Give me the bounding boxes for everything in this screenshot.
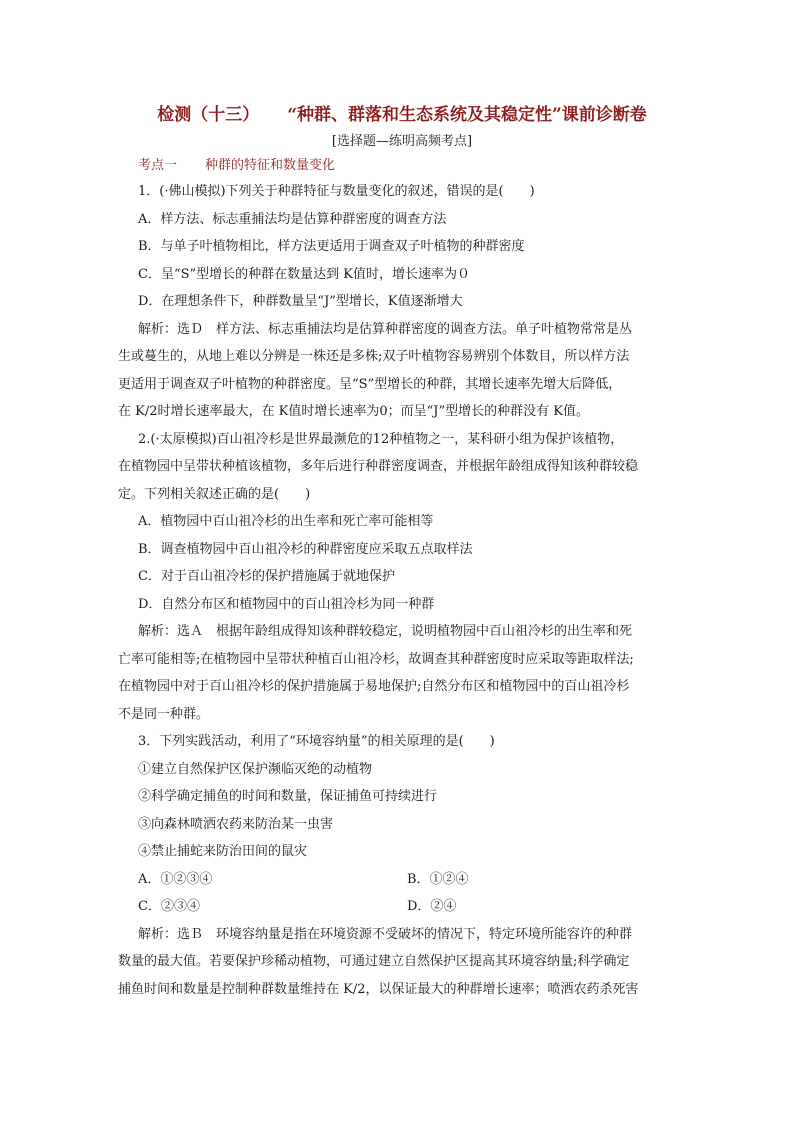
q3-options-row-1 bbox=[118, 866, 676, 894]
q2-stem-line: 定。下列相关叙述正确的是( ) bbox=[118, 486, 311, 502]
q1-stem: 1．(·佛山模拟)下列关于种群特征与数量变化的叙述，错误的是( ) bbox=[138, 184, 535, 199]
q2-analysis-line: 不是同一种群。 bbox=[118, 706, 210, 722]
q3-option-a: A．①②③④ bbox=[138, 871, 213, 887]
q2-option-a: A．植物园中百山祖冷杉的出生率和死亡率可能相等 bbox=[138, 514, 434, 529]
q2-option-c: C．对于百山祖冷杉的保护措施属于就地保护 bbox=[138, 569, 395, 584]
section-heading bbox=[118, 154, 676, 178]
title-part1: 检测（十三） bbox=[157, 105, 260, 125]
q3-analysis-line: 捕鱼时间和数量是控制种群数量维持在 K/2，以保证最大的种群增长速率；喷洒农药杀死害 bbox=[118, 981, 639, 997]
q3-option-d: D．②④ bbox=[407, 899, 457, 914]
q2-option-d: D．自然分布区和植物园中的百山祖冷杉为同一种群 bbox=[138, 596, 435, 612]
q2-analysis-line: 亡率可能相等;在植物园中呈带状种植百山祖冷杉，故调查其种群密度时应采取等距取样法; bbox=[118, 651, 634, 667]
q1-analysis-line: 生或蔓生的，从地上难以分辨是一株还是多株;双子叶植物容易辨别个体数目，所以样方法 bbox=[118, 349, 630, 364]
section-label: 考点一 bbox=[138, 158, 178, 173]
q2-analysis-line: 在植物园中对于百山祖冷杉的保护措施属于易地保护;自然分布区和植物园中的百山祖冷杉 bbox=[118, 679, 630, 694]
q2-stem-line: 在植物园中呈带状种植该植物，多年后进行种群密度调查，并根据年龄组成得知该种群较稳 bbox=[118, 459, 639, 474]
title-part2: “种群、群落和生态系统及其稳定性”课前诊断卷 bbox=[287, 105, 647, 125]
q3-stem: 3．下列实践活动，利用了“环境容纳量”的相关原理的是( ) bbox=[138, 734, 495, 749]
q3-option-b: B．①②④ bbox=[407, 871, 469, 887]
q3-analysis-line: 解析：选Ｂ 环境容纳量是指在环境资源不受破坏的情况下，特定环境所能容许的种群 bbox=[138, 926, 633, 942]
q1-analysis-line: 更适用于调查双子叶植物的种群密度。呈“S”型增长的种群，其增长速率先增大后降低， bbox=[118, 376, 622, 392]
q2-stem-line: 2.(·太原模拟)百山祖冷杉是世界最濒危的12种植物之一，某科研小组为保护该植物， bbox=[138, 431, 624, 447]
section-name: 种群的特征和数量变化 bbox=[205, 158, 336, 173]
q3-item: ④禁止捕蛇来防治田间的鼠灾 bbox=[138, 844, 308, 859]
q3-analysis-line: 数量的最大值。若要保护珍稀动植物，可通过建立自然保护区提高其环境容纳量;科学确定 bbox=[118, 954, 630, 969]
q3-item: ③向森林喷洒农药来防治某一虫害 bbox=[138, 816, 334, 832]
q1-option-a: A．样方法、标志重捕法均是估算种群密度的调查方法 bbox=[138, 211, 447, 227]
q3-item: ②科学确定捕鱼的时间和数量，保证捕鱼可持续进行 bbox=[138, 789, 438, 804]
q2-analysis-line: 解析：选Ａ 根据年龄组成得知该种群较稳定，说明植物园中百山祖冷杉的出生率和死 bbox=[138, 624, 633, 639]
document-content bbox=[118, 102, 676, 1003]
q1-option-c: C．呈“S”型增长的种群在数量达到 K值时，增长速率为０ bbox=[138, 266, 470, 282]
subtitle: [选择题—练明高频考点] bbox=[331, 134, 473, 149]
q1-analysis-line: 解析：选Ｄ 样方法、标志重捕法均是估算种群密度的调查方法。单子叶植物常常是丛 bbox=[138, 321, 633, 337]
q1-analysis-line: 在 K/2时增长速率最大，在 K值时增长速率为0；而呈“J”型增长的种群没有 K值。 bbox=[118, 404, 589, 419]
page-title bbox=[128, 102, 676, 128]
q1-option-d: D．在理想条件下，种群数量呈“J”型增长，K值逐渐增大 bbox=[138, 294, 463, 309]
q1-option-b: B．与单子叶植物相比，样方法更适用于调查双子叶植物的种群密度 bbox=[138, 239, 525, 254]
q2-option-b: B．调查植物园中百山祖冷杉的种群密度应采取五点取样法 bbox=[138, 541, 473, 557]
q3-option-c: C．②③④ bbox=[138, 899, 200, 914]
q3-item: ①建立自然保护区保护濒临灭绝的动植物 bbox=[138, 761, 373, 777]
q3-options-row-2 bbox=[118, 893, 676, 921]
